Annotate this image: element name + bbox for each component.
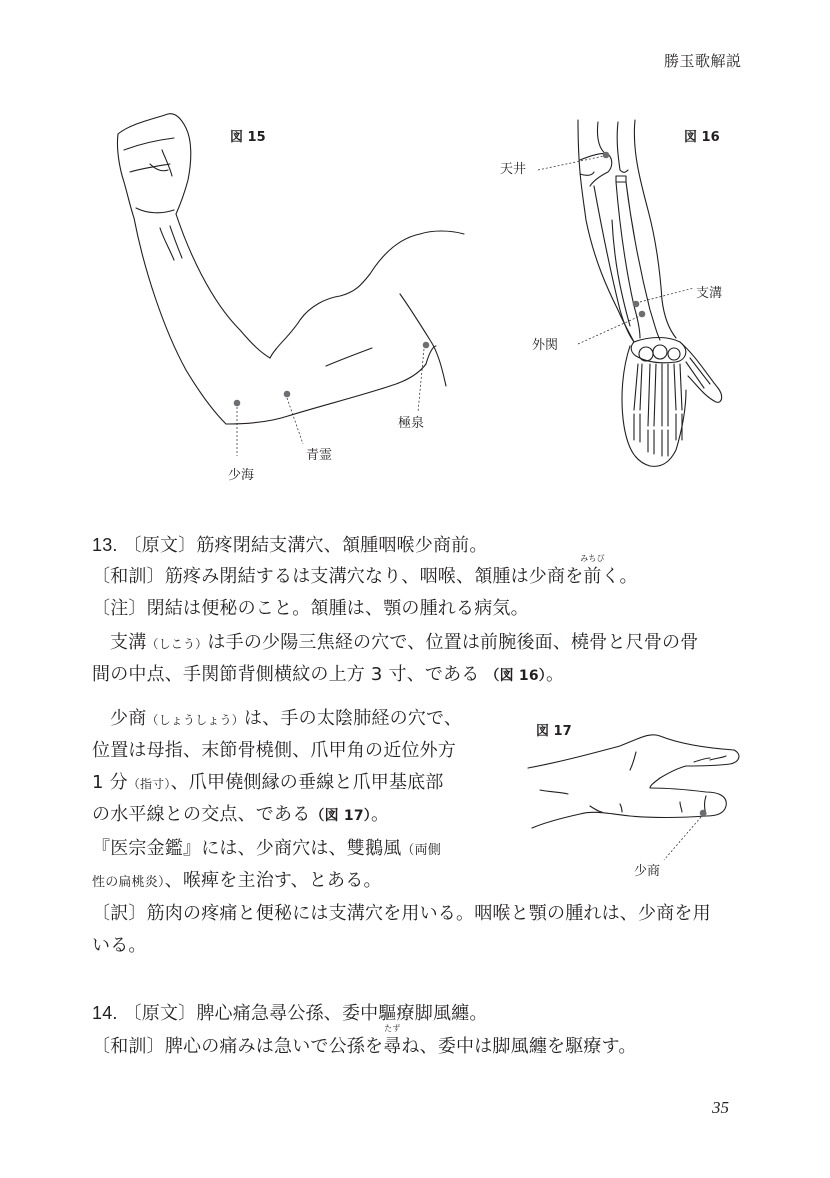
shosho-text-4: の水平線との交点、である	[92, 804, 311, 825]
yaku-text-2: いる。	[92, 935, 147, 956]
shosho-note: （指寸）	[127, 777, 171, 791]
isoukinkan-note-1: （両側	[401, 843, 442, 858]
acupoint-label-seirei: 青霊	[306, 448, 333, 463]
shosho-period: 。	[370, 804, 390, 825]
figure-16-reference[interactable]: （図 16）	[485, 668, 546, 684]
figure-17-reference[interactable]: （図 17）	[310, 808, 371, 824]
figure-15-caption: 図 15	[230, 130, 266, 145]
isoukinkan-note-2: 性の扁桃炎）	[92, 875, 165, 890]
ruby-base: 前	[583, 566, 602, 587]
shosho-reading: （しょうしょう）	[146, 713, 245, 727]
wakun-text-end: ね、委中は脚風纏を駆療す。	[401, 1036, 637, 1057]
shosho-paragraph-line-4	[92, 804, 389, 827]
shosho-unit: 分	[109, 772, 128, 793]
wakun-text: 筋疼み閉結するは支溝穴なり、咽喉、頷腫は少商を	[164, 566, 584, 587]
shosho-paragraph-line-2	[92, 740, 456, 762]
ruby-text: たず	[384, 1024, 401, 1033]
acupoint-label-kyokusen: 極泉	[398, 416, 425, 431]
shosho-name: 少商	[110, 708, 147, 729]
acupoint-label-shokai: 少海	[228, 468, 255, 483]
shosho-point-marker	[700, 810, 707, 817]
wakun-text-end: く。	[601, 566, 638, 587]
shosho-text-2: 位置は母指、末節骨橈側、爪甲角の近位外方	[92, 740, 456, 761]
shiko-text-1: は手の少陽三焦経の穴で、位置は前腕後面、橈骨と尺骨の骨	[207, 632, 699, 653]
chu-text: 閉結は便秘のこと。頷腫は、顎の腫れる病気。	[146, 598, 529, 619]
running-head-title: 勝玉歌解説	[664, 52, 742, 70]
shiko-period: 。	[545, 664, 565, 685]
shosho-paragraph-line-3	[92, 772, 444, 795]
ruby-tazune	[383, 1024, 402, 1058]
ruby-base: 尋	[383, 1036, 402, 1057]
page-number: 35	[712, 1098, 729, 1117]
genbun-tag: 〔原文〕	[123, 535, 197, 556]
isoukinkan-line-1	[92, 838, 441, 862]
shosho-number: 1	[92, 772, 104, 793]
flexed-arm-illustration	[100, 110, 480, 490]
ruby-text: みちび	[580, 554, 605, 563]
section-13-number: 13.	[92, 535, 118, 555]
section-13-genbun	[92, 534, 488, 557]
yaku-tag: 〔訳〕	[92, 903, 147, 924]
isoukinkan-text-1: 『医宗金鑑』には、少商穴は、雙鵝風	[92, 838, 402, 859]
shiko-paragraph-line-1	[110, 632, 698, 655]
acupoint-label-gaikan: 外関	[532, 338, 559, 353]
genbun-text: 脾心痛急尋公孫、委中驅療脚風纏。	[196, 1003, 488, 1024]
shosho-text-3: 、爪甲僥側縁の垂線と爪甲基底部	[170, 772, 444, 793]
ruby-michibiku	[580, 554, 605, 588]
shosho-paragraph-line-1	[110, 708, 462, 731]
chu-tag: 〔注〕	[92, 598, 147, 619]
wakun-tag: 〔和訓〕	[92, 1036, 165, 1057]
acupoint-label-tensei: 天井	[500, 162, 527, 177]
figure-16	[490, 110, 750, 480]
acupoint-label-shiko: 支溝	[696, 286, 723, 301]
section-14-genbun	[92, 1002, 488, 1025]
section-13-yaku-line-1	[92, 903, 711, 925]
figure-16-caption: 図 16	[684, 130, 720, 145]
shiko-reading: （しこう）	[146, 637, 208, 651]
section-14-wakun	[92, 1024, 637, 1058]
shiko-paragraph-line-2	[92, 664, 564, 687]
shiko-text-3: 寸、である	[388, 664, 480, 685]
shiko-text-2: 間の中点、手関節背側横紋の上方	[92, 664, 365, 685]
figure-15	[100, 110, 480, 490]
shiko-number: 3	[370, 664, 383, 685]
section-13-wakun	[92, 554, 638, 588]
shosho-text-1: は、手の太陰肺経の穴で、	[244, 708, 463, 729]
shiko-name: 支溝	[110, 632, 147, 653]
yaku-text-1: 筋肉の疼痛と便秘には支溝穴を用いる。咽喉と顎の腫れは、少商を用	[146, 903, 711, 924]
figure-17-caption: 図 17	[536, 724, 572, 739]
genbun-text: 筋疼閉結支溝穴、頷腫咽喉少商前。	[196, 535, 488, 556]
isoukinkan-text-2: 、喉痺を主治す、とある。	[164, 870, 382, 891]
section-13-chu	[92, 598, 529, 620]
isoukinkan-line-2	[92, 870, 382, 894]
wakun-text: 脾心の痛みは急いで公孫を	[164, 1036, 384, 1057]
genbun-tag: 〔原文〕	[123, 1003, 197, 1024]
figure-17	[510, 710, 750, 890]
wakun-tag: 〔和訓〕	[92, 566, 165, 587]
section-13-yaku-line-2	[92, 935, 147, 957]
acupoint-label-shosho: 少商	[634, 864, 661, 879]
section-14-number: 14.	[92, 1003, 118, 1023]
